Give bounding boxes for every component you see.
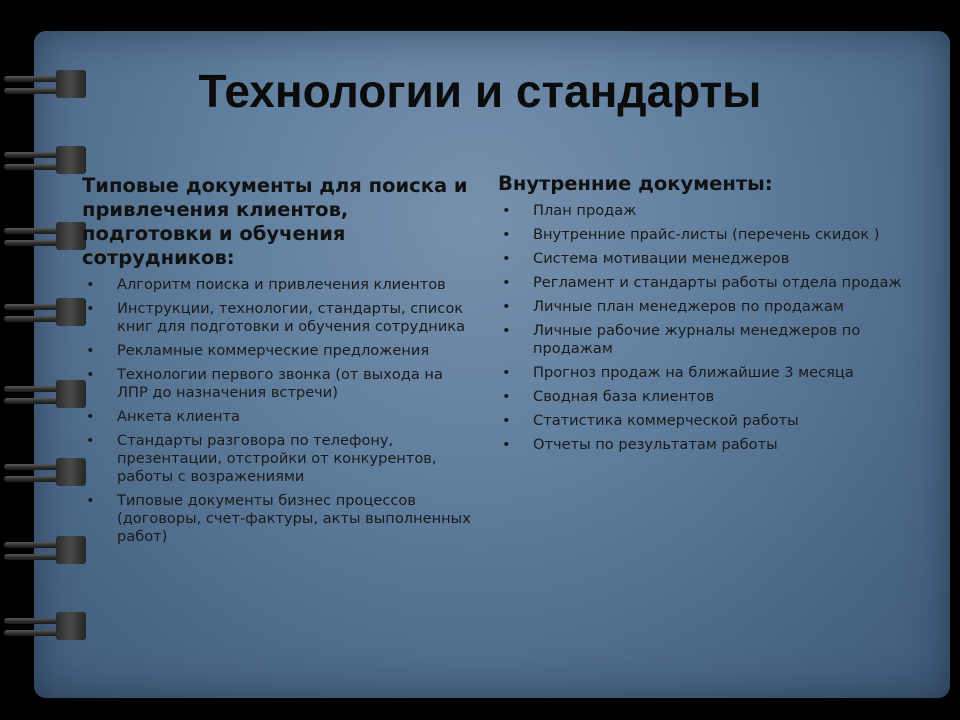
bullet-icon: • bbox=[502, 250, 511, 267]
list-item: • Анкета клиента bbox=[86, 408, 240, 425]
bullet-icon: • bbox=[502, 202, 511, 219]
slide-title: Технологии и стандарты bbox=[198, 65, 762, 117]
list-item: • Регламент и стандарты работы отдела продаж bbox=[502, 274, 902, 291]
list-item: • Система мотивации менеджеров bbox=[502, 250, 790, 267]
bullet-icon: • bbox=[502, 322, 511, 339]
bullet-icon: • bbox=[86, 432, 95, 449]
bullet-icon: • bbox=[86, 366, 95, 383]
bullet-icon: • bbox=[502, 388, 511, 405]
right-item-list bbox=[498, 202, 918, 454]
right-column bbox=[498, 172, 918, 460]
binder-ring bbox=[4, 296, 90, 330]
binder-ring bbox=[4, 610, 90, 644]
right-column-heading: Внутренние документы: bbox=[498, 172, 773, 195]
list-item: • Прогноз продаж на ближайшие 3 месяца bbox=[502, 364, 854, 381]
bullet-icon: • bbox=[86, 300, 95, 317]
bullet-icon: • bbox=[502, 226, 511, 243]
list-item: • Инструкции, технологии, стандарты, список книг для подготовки и обучения сотрудника bbox=[86, 300, 466, 335]
binder-ring bbox=[4, 144, 90, 178]
left-column-heading: Типовые документы для поиска и привлечения клиентов, подготовки и обучения сотрудников: bbox=[82, 174, 468, 269]
bullet-icon: • bbox=[502, 412, 511, 429]
bullet-icon: • bbox=[86, 492, 95, 509]
left-item-list bbox=[82, 276, 472, 546]
list-item: • Алгоритм поиска и привлечения клиентов bbox=[86, 276, 446, 293]
list-item: • Статистика коммерческой работы bbox=[502, 412, 799, 429]
list-item: • Личные рабочие журналы менеджеров по продажам bbox=[502, 322, 861, 357]
bullet-icon: • bbox=[502, 364, 511, 381]
binder-ring bbox=[4, 378, 90, 412]
list-item: • Сводная база клиентов bbox=[502, 388, 715, 405]
binder-ring bbox=[4, 456, 90, 490]
list-item: • Отчеты по результатам работы bbox=[502, 436, 778, 453]
list-item: • Типовые документы бизнес процессов (договоры, счет-фактуры, акты выполненных работ) bbox=[86, 492, 471, 545]
list-item: • Стандарты разговора по телефону, презентации, отстройки от конкурентов, работы с возражениями bbox=[86, 432, 437, 485]
bullet-icon: • bbox=[86, 342, 95, 359]
bullet-icon: • bbox=[502, 436, 511, 453]
list-item: • План продаж bbox=[502, 202, 637, 219]
bullet-icon: • bbox=[86, 408, 95, 425]
list-item: • Технологии первого звонка (от выхода на ЛПР до назначения встречи) bbox=[86, 366, 443, 401]
binder-ring bbox=[4, 220, 90, 254]
bullet-icon: • bbox=[502, 298, 511, 315]
bullet-icon: • bbox=[502, 274, 511, 291]
list-item: • Внутренние прайс-листы (перечень скидок ) bbox=[502, 226, 880, 243]
bullet-icon: • bbox=[86, 276, 95, 293]
list-item: • Рекламные коммерческие предложения bbox=[86, 342, 430, 359]
list-item: • Личные план менеджеров по продажам bbox=[502, 298, 844, 315]
binder-ring bbox=[4, 534, 90, 568]
left-column bbox=[82, 174, 472, 552]
